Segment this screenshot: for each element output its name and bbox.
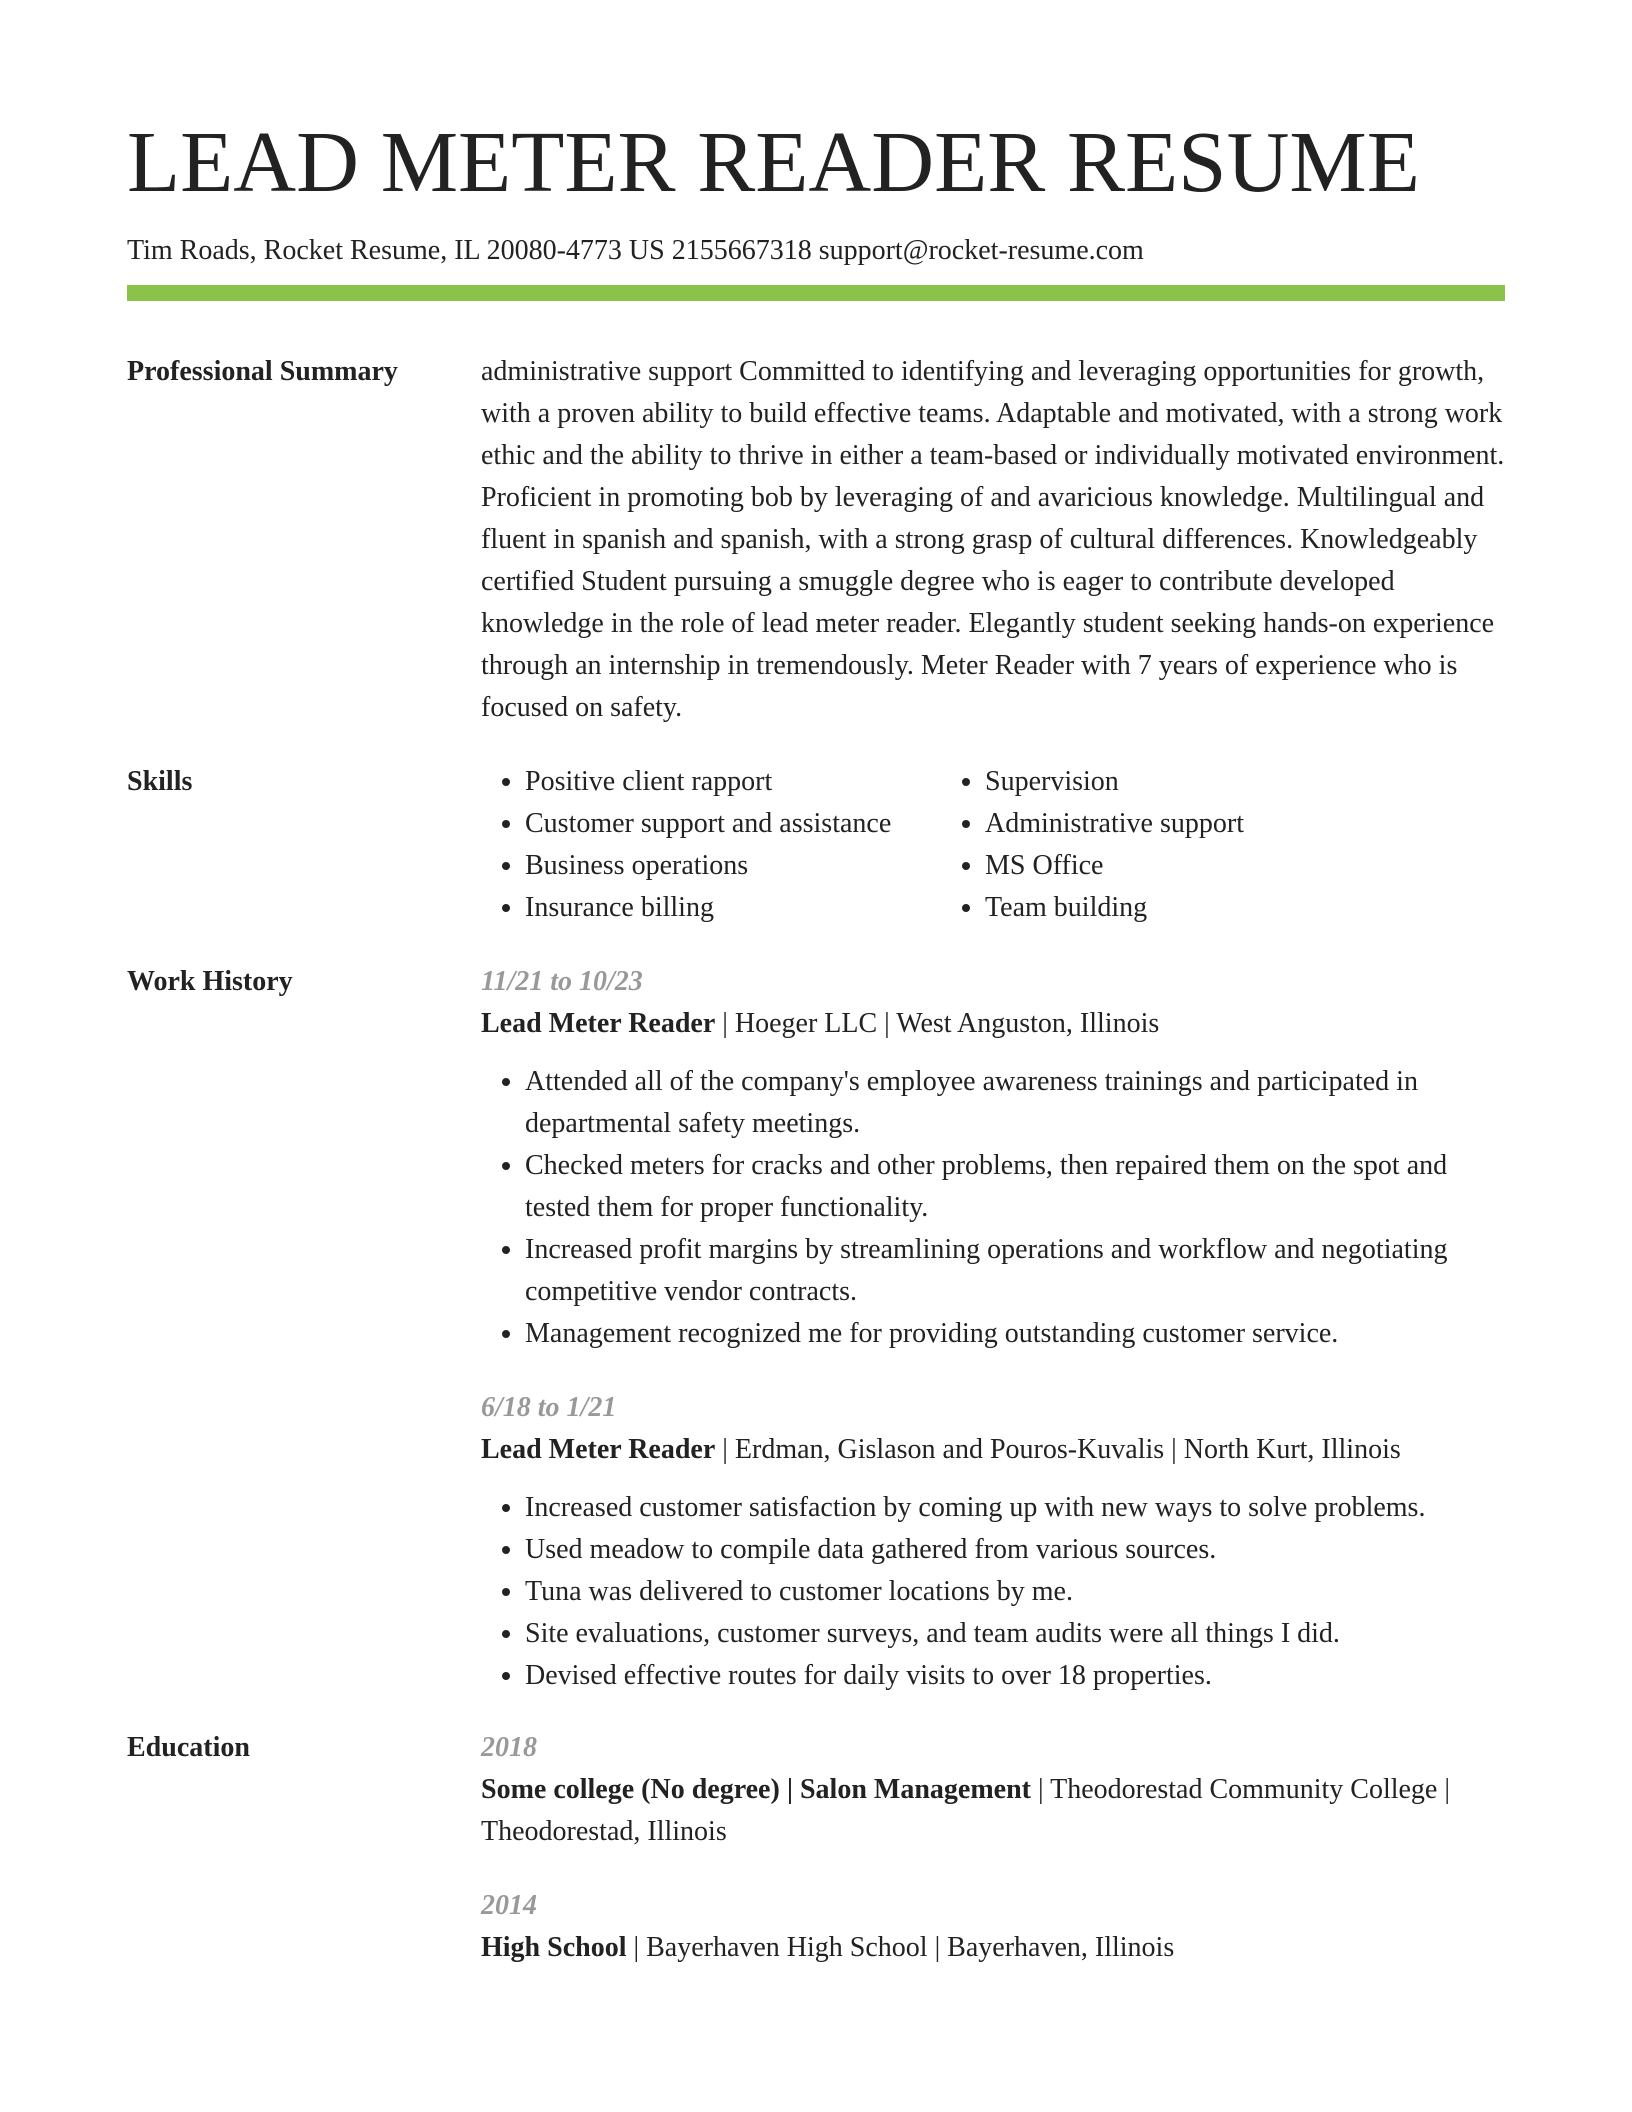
- job-title: Lead Meter Reader: [481, 1434, 716, 1465]
- job-bullets: [481, 1061, 1505, 1355]
- job-bullet: • Devised effective routes for daily visits to over 18 properties.: [525, 1655, 1505, 1697]
- job-details: | Hoeger LLC | West Anguston, Illinois: [715, 1008, 1160, 1039]
- job-bullet: • Attended all of the company's employee awareness trainings and participated in departmental safety meetings.: [525, 1061, 1505, 1145]
- skills-list-left: [481, 761, 941, 929]
- education-degree-line: [481, 1769, 1505, 1853]
- skills-section: [127, 761, 1505, 929]
- job-bullet: • Management recognized me for providing outstanding customer service.: [525, 1313, 1505, 1355]
- skill-item: • Positive client rapport: [525, 761, 941, 803]
- summary-section: [127, 351, 1505, 729]
- skill-item: • Insurance billing: [525, 887, 941, 929]
- skills-list-right: [941, 761, 1505, 929]
- job-role: [481, 1429, 1505, 1471]
- job-title: Lead Meter Reader: [481, 1008, 716, 1039]
- job-entry: [481, 1387, 1505, 1697]
- skills-heading: Skills: [127, 766, 193, 797]
- skill-item: • Supervision: [985, 761, 1505, 803]
- education-year: 2014: [481, 1890, 537, 1921]
- education-entry: [481, 1727, 1505, 1853]
- education-heading: Education: [127, 1732, 250, 1763]
- job-entry: [481, 961, 1505, 1355]
- job-dates: 6/18 to 1/21: [481, 1392, 617, 1423]
- skills-body: [481, 761, 1505, 929]
- skill-item: • MS Office: [985, 845, 1505, 887]
- job-bullet: • Increased customer satisfaction by coming up with new ways to solve problems.: [525, 1487, 1505, 1529]
- skill-item: • Team building: [985, 887, 1505, 929]
- education-year: 2018: [481, 1732, 537, 1763]
- accent-divider: [127, 285, 1505, 301]
- job-bullet: • Site evaluations, customer surveys, and team audits were all things I did.: [525, 1613, 1505, 1655]
- education-degree: Some college (No degree) | Salon Management: [481, 1774, 1031, 1805]
- education-degree-line: [481, 1927, 1505, 1969]
- job-bullet: • Checked meters for cracks and other problems, then repaired them on the spot and tested them for proper functionality.: [525, 1145, 1505, 1229]
- page-title: LEAD METER READER RESUME: [127, 113, 1420, 210]
- education-section: [127, 1727, 1505, 1969]
- contact-line: Tim Roads, Rocket Resume, IL 20080-4773 US 2155667318 support@rocket-resume.com: [127, 235, 1144, 266]
- education-details: | Theodorestad Community College | Theodorestad, Illinois: [481, 1774, 1450, 1847]
- job-bullet: • Tuna was delivered to customer locations by me.: [525, 1571, 1505, 1613]
- work-history-section: [127, 961, 1505, 1697]
- job-details: | Erdman, Gislason and Pouros-Kuvalis | North Kurt, Illinois: [715, 1434, 1401, 1465]
- job-dates: 11/21 to 10/23: [481, 966, 643, 997]
- skill-item: • Business operations: [525, 845, 941, 887]
- work-history-heading: Work History: [127, 966, 293, 997]
- education-entry: [481, 1885, 1505, 1969]
- education-body: [481, 1727, 1505, 1969]
- summary-heading: Professional Summary: [127, 356, 398, 387]
- education-details: | Bayerhaven High School | Bayerhaven, Illinois: [626, 1932, 1175, 1963]
- education-degree: High School: [481, 1932, 627, 1963]
- job-bullets: [481, 1487, 1505, 1697]
- job-role: [481, 1003, 1505, 1045]
- summary-body: [481, 351, 1505, 729]
- work-history-body: [481, 961, 1505, 1697]
- skill-item: • Administrative support: [985, 803, 1505, 845]
- skill-item: • Customer support and assistance: [525, 803, 941, 845]
- job-bullet: • Used meadow to compile data gathered from various sources.: [525, 1529, 1505, 1571]
- summary-text: administrative support Committed to identifying and leveraging opportunities for growth, with a proven ability to build effective teams. Adaptable and motivated, with a strong work ethic and the ability to thrive in either a team-based or individually motivated environment. Proficient in promoting bob by leveraging of and avaricious knowledge. Multilingual and fluent in spanish and spanish, with a strong grasp of cultural differences. Knowledgeably certified Student pursuing a smuggle degree who is eager to contribute developed knowledge in the role of lead meter reader. Elegantly student seeking hands-on experience through an internship in tremendously. Meter Reader with 7 years of experience who is focused on safety.: [481, 356, 1505, 723]
- job-bullet: • Increased profit margins by streamlining operations and workflow and negotiating competitive vendor contracts.: [525, 1229, 1505, 1313]
